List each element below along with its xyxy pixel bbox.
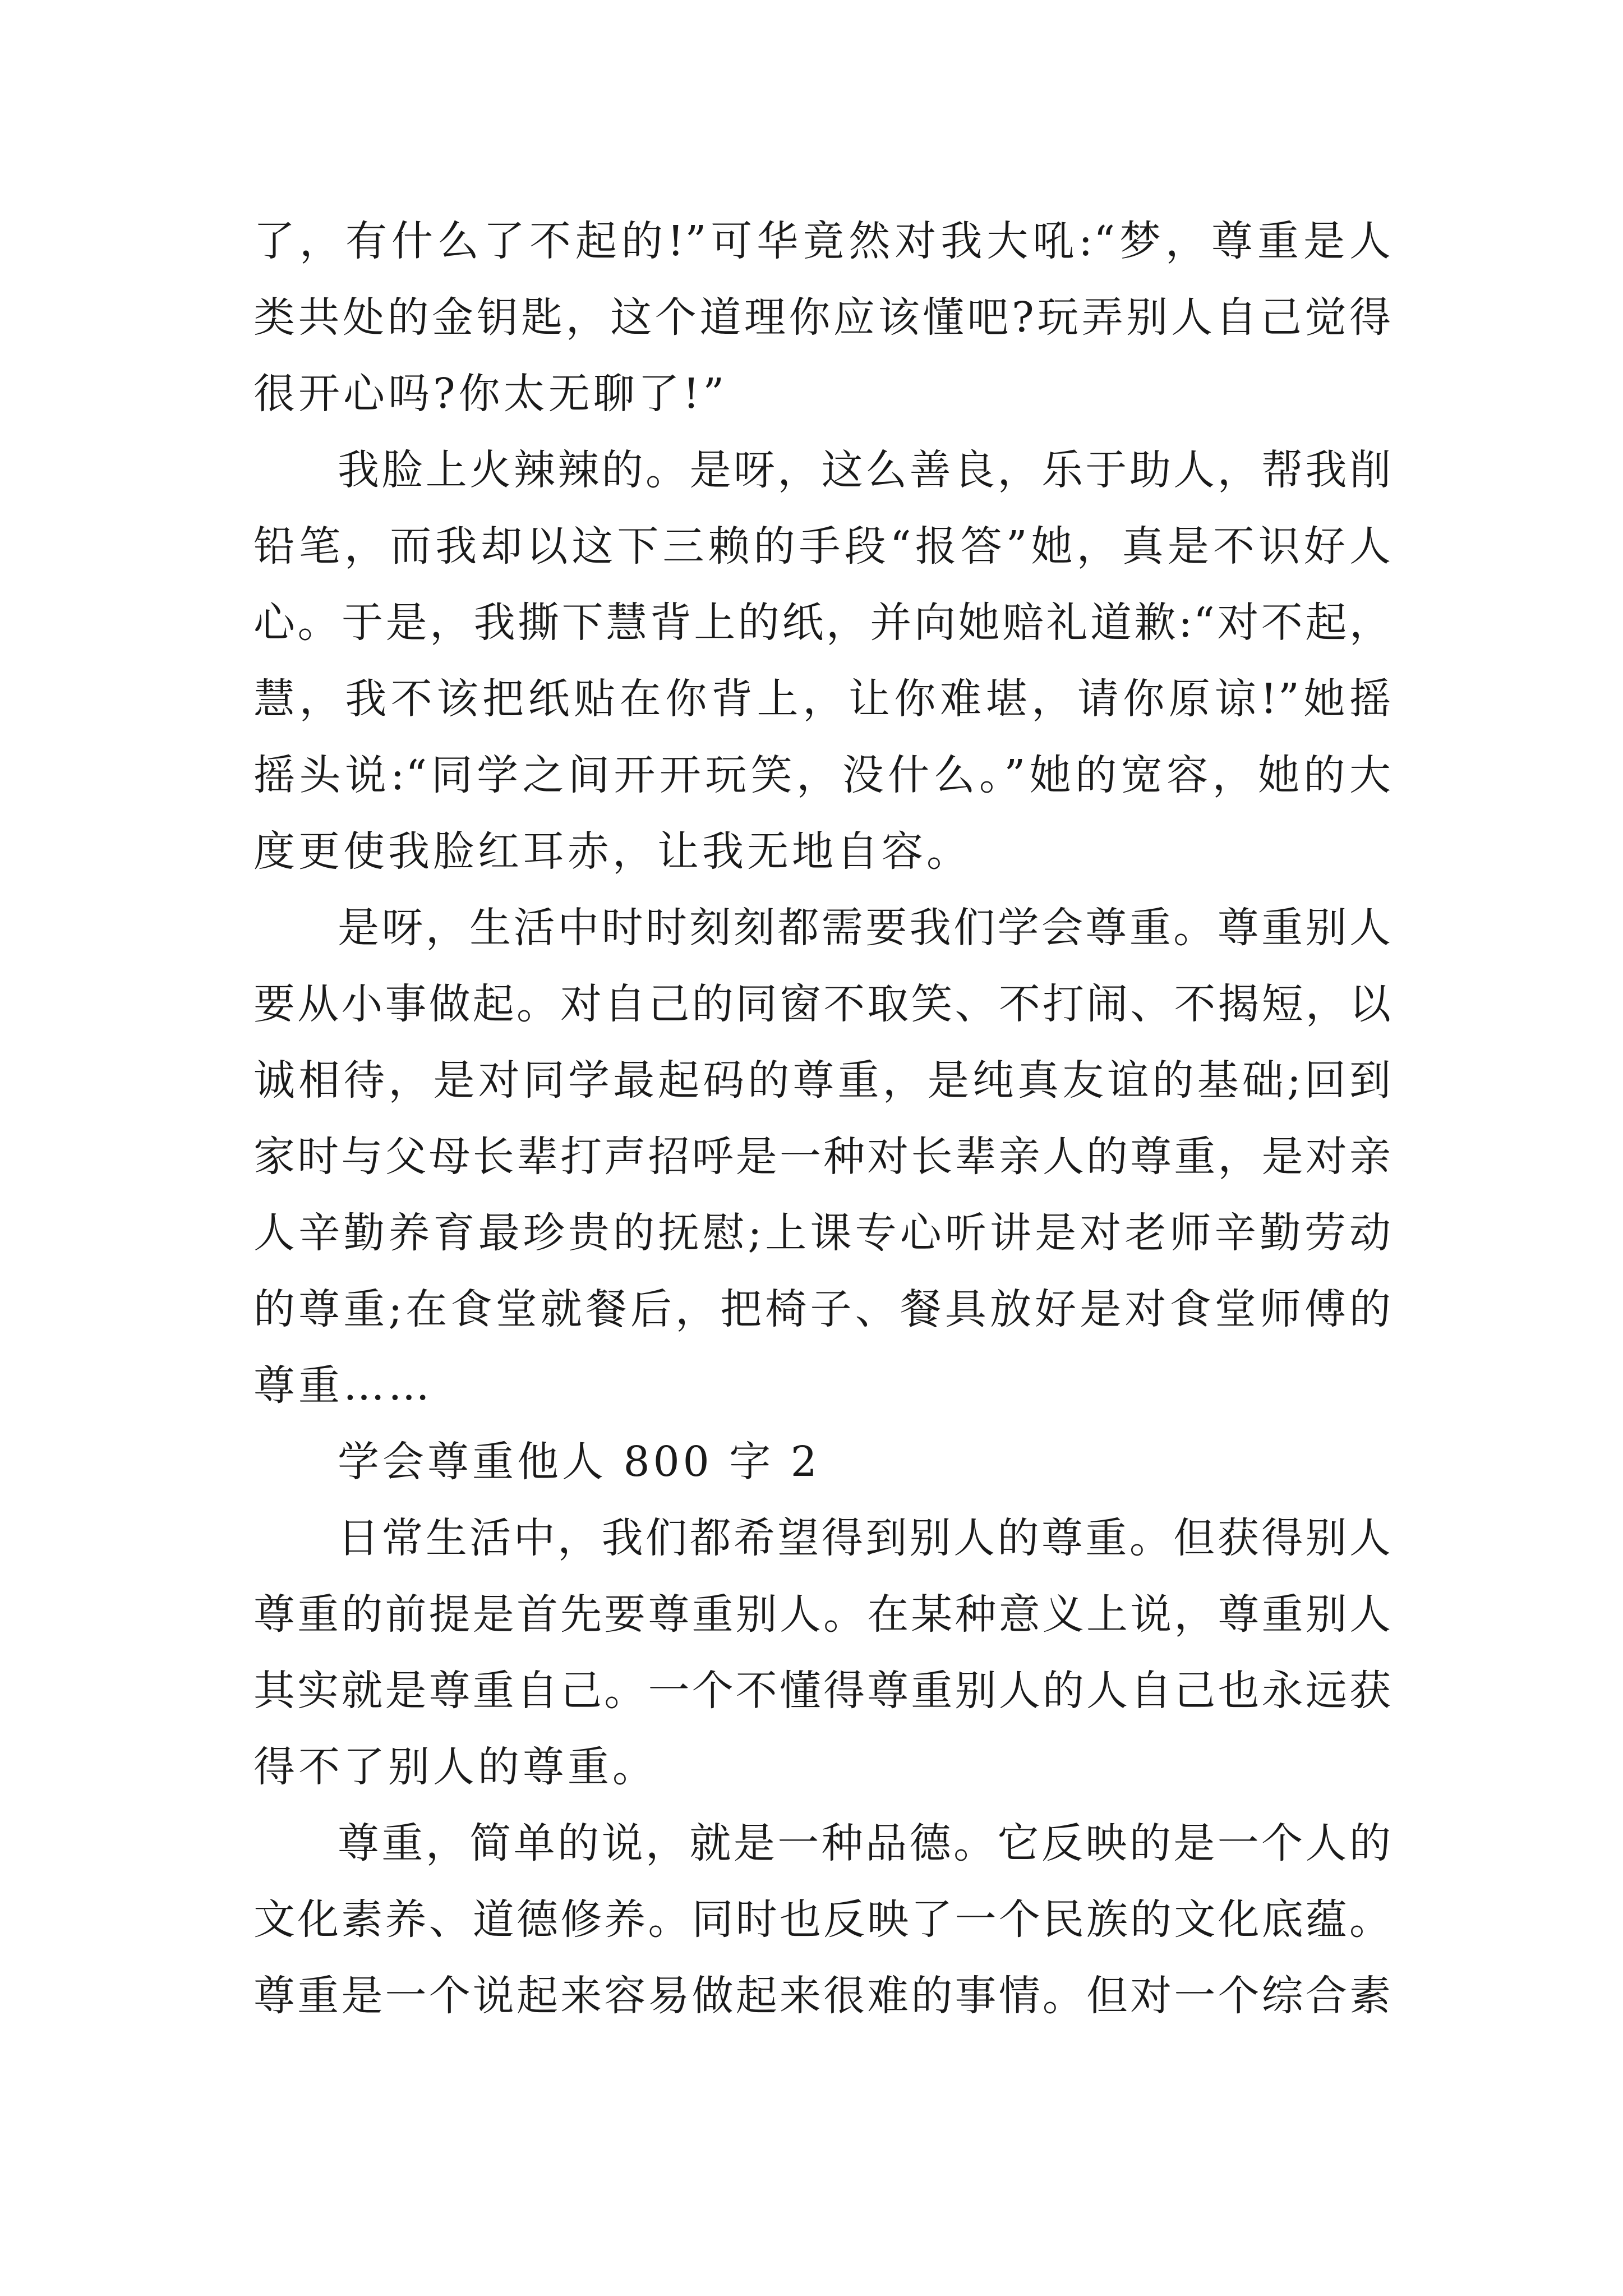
text-line: 日常生活中，我们都希望得到别人的尊重。但获得别人 xyxy=(338,1514,1392,1562)
text-line: 很开心吗?你太无聊了!” xyxy=(253,370,728,418)
text-line: 类共处的金钥匙，这个道理你应该懂吧?玩弄别人自己觉得 xyxy=(253,293,1392,342)
text-line: 铅笔，而我却以这下三赖的手段“报答”她，真是不识好人 xyxy=(253,522,1392,570)
text-line: 尊重的前提是首先要尊重别人。在某种意义上说，尊重别人 xyxy=(253,1590,1392,1639)
paragraph xyxy=(253,890,1392,1424)
text-line: 得不了别人的尊重。 xyxy=(253,1743,657,1791)
paragraph xyxy=(253,1805,1392,2034)
text-line: 尊重…… xyxy=(253,1361,433,1410)
text-line: 我脸上火辣辣的。是呀，这么善良，乐于助人，帮我削 xyxy=(338,446,1392,494)
text-line: 其实就是尊重自己。一个不懂得尊重别人的人自己也永远获 xyxy=(253,1667,1392,1715)
text-line: 文化素养、道德修养。同时也反映了一个民族的文化底蕴。 xyxy=(253,1895,1392,1944)
text-line: 人辛勤养育最珍贵的抚慰;上课专心听讲是对老师辛勤劳动 xyxy=(253,1209,1392,1257)
text-line: 尊重，简单的说，就是一种品德。它反映的是一个人的 xyxy=(338,1819,1392,1867)
document-page xyxy=(253,203,1392,2034)
text-line: 要从小事做起。对自己的同窗不取笑、不打闹、不揭短，以 xyxy=(253,980,1392,1028)
paragraph xyxy=(253,432,1392,890)
text-line: 尊重是一个说起来容易做起来很难的事情。但对一个综合素 xyxy=(253,1972,1392,2020)
text-line: 摇头说:“同学之间开开玩笑，没什么。”她的宽容，她的大 xyxy=(253,751,1392,799)
paragraph xyxy=(253,203,1392,432)
text-line: 度更使我脸红耳赤，让我无地自容。 xyxy=(253,827,971,876)
text-line: 是呀，生活中时时刻刻都需要我们学会尊重。尊重别人 xyxy=(338,904,1392,952)
text-line: 了，有什么了不起的!”可华竟然对我大吼:“梦，尊重是人 xyxy=(253,217,1392,265)
section-heading xyxy=(253,1424,1392,1500)
text-line: 慧，我不该把纸贴在你背上，让你难堪，请你原谅!”她摇 xyxy=(253,675,1392,723)
text-line: 学会尊重他人 800 字 2 xyxy=(338,1438,820,1486)
text-line: 诚相待，是对同学最起码的尊重，是纯真友谊的基础;回到 xyxy=(253,1056,1392,1105)
text-line: 的尊重;在食堂就餐后，把椅子、餐具放好是对食堂师傅的 xyxy=(253,1285,1392,1333)
text-line: 心。于是，我撕下慧背上的纸，并向她赔礼道歉:“对不起， xyxy=(253,599,1392,647)
text-line: 家时与父母长辈打声招呼是一种对长辈亲人的尊重，是对亲 xyxy=(253,1133,1392,1181)
paragraph xyxy=(253,1500,1392,1805)
